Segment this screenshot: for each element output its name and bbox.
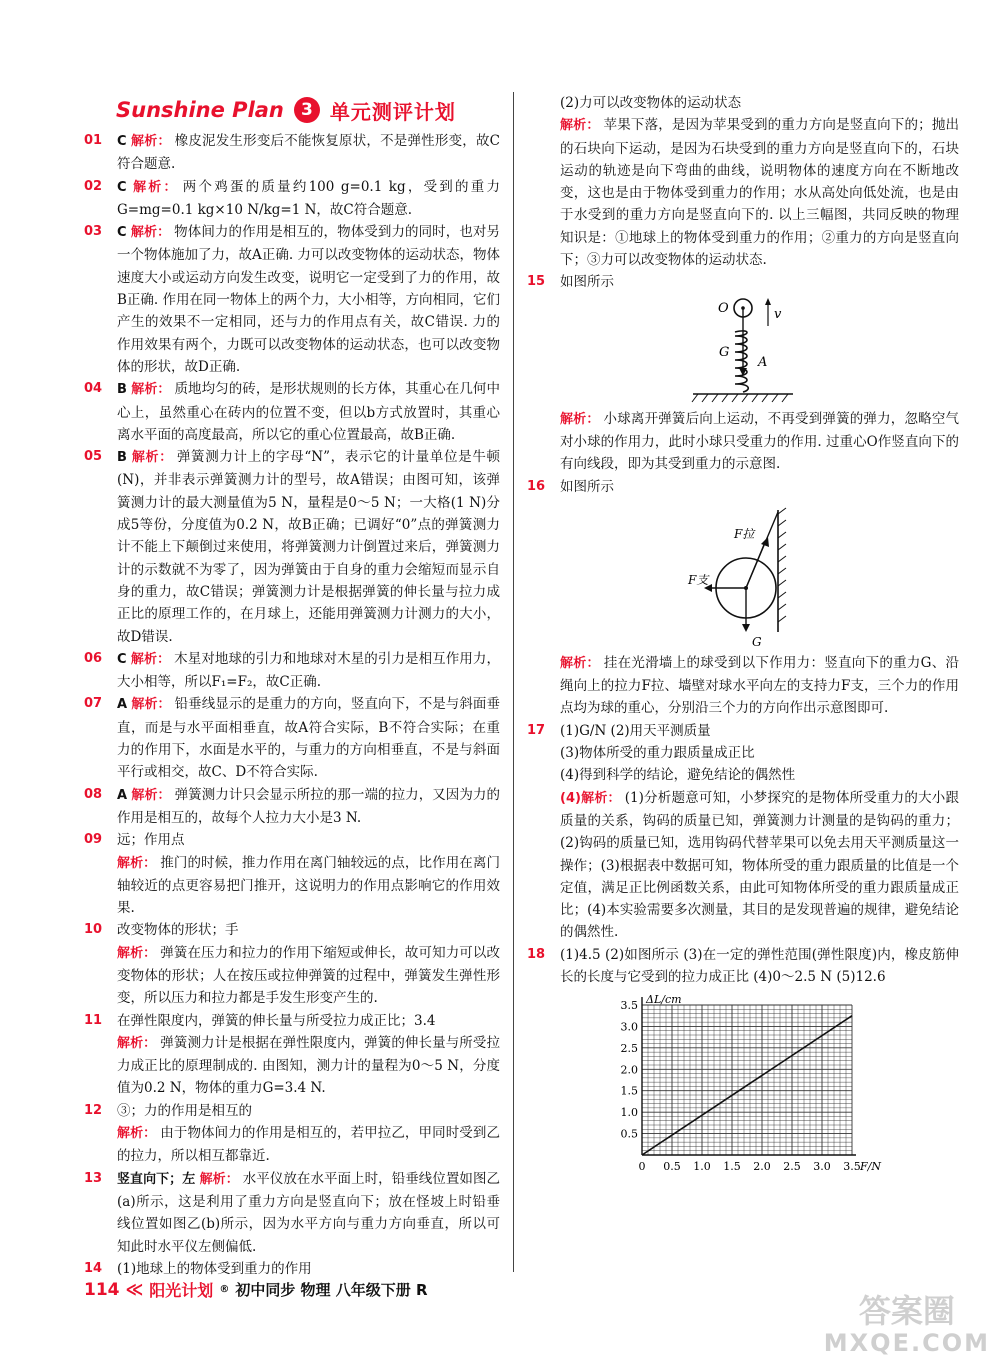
watermark — [824, 1293, 990, 1357]
registered-mark: ® — [219, 1284, 230, 1295]
spring-ball-figure — [527, 296, 959, 406]
x-tick-label: 3.0 — [813, 1160, 831, 1174]
answer-item-10 — [84, 919, 500, 1009]
answer-line: (3)物体所受的重力跟质量成正比 — [560, 745, 755, 762]
analysis-text: 弹簧测力计是根据在弹性限度内，弹簧的伸长量与所受拉力成正比的原理制成的. 由图知，测力计的量程为0～5 N，分度值为0.2 N，物体的重力G=3.4 N. — [117, 1034, 500, 1097]
item-number: 13 — [84, 1170, 103, 1186]
item-number: 17 — [527, 722, 546, 738]
answer-line: (2)力可以改变物体的运动状态 — [560, 95, 742, 111]
analysis-text: 推门的时候，推力作用在离门轴较远的点，比作用在离门轴较近的点更容易把门推开，这说明力的作用点影响它的作用效果. — [117, 854, 500, 917]
label-o: O — [718, 300, 729, 316]
answer-item-16 — [527, 476, 959, 720]
x-tick-label: 3.5 — [843, 1160, 861, 1174]
answer-choice: A — [117, 697, 128, 713]
item-number: 03 — [84, 224, 103, 240]
item-number: 11 — [84, 1012, 103, 1028]
answer-item-11 — [84, 1010, 500, 1100]
right-column — [527, 92, 959, 1182]
watermark-top: 答案圈 — [858, 1292, 955, 1330]
unit-number-badge: 3 — [294, 97, 320, 123]
item-number: 16 — [527, 478, 546, 494]
answer-line: ③；力的作用是相互的 — [117, 1102, 252, 1119]
analysis-label: 解析： — [131, 134, 171, 149]
item-number: 06 — [84, 650, 103, 666]
analysis-label: 解析： — [117, 1035, 157, 1051]
answer-item-02 — [84, 176, 500, 222]
answer-line: 改变物体的形状；手 — [117, 922, 239, 939]
analysis-text: (1)分析题意可知，小梦探究的是物体所受重力的大小跟质量的关系，钩码的质量已知，弹簧测力计测量的是钩码的重力；(2)钩码的质量已知，选用钩码代替苹果可以免去用天平测质量这一操作；(3)根据表中数据可知，物体所受的重力跟质量的比值是一个定值，满足正比例函数关系，由此可知物体所受的重力跟质量成正比；(4)本实验需要多次测量，其目的是发现普遍的规律，避免结论的偶然性. — [560, 789, 959, 941]
x-tick-label: 0.5 — [663, 1160, 681, 1174]
analysis-text: 水平仪放在水平面上时，铅垂线位置如图乙(a)所示，这是利用了重力方向是竖直向下；放在怪坡上时铅垂线位置如图乙(b)所示，因为水平方向与重力方向垂直，所以可知此时水平仪左侧偏低. — [117, 1170, 501, 1255]
analysis-label: 解析： — [130, 225, 171, 241]
item-number: 08 — [84, 786, 103, 802]
column-divider — [513, 92, 514, 1272]
x-tick-label: 2.0 — [753, 1160, 771, 1174]
answer-line: 远；作用点 — [117, 832, 185, 849]
answer-line: (1)G/N (2)用天平测质量 — [560, 722, 711, 739]
answer-line: 如图所示 — [560, 478, 614, 495]
watermark-bottom: MXQE.COM — [823, 1329, 990, 1357]
answer-choice: B — [117, 450, 127, 466]
item-number: 12 — [84, 1102, 103, 1118]
x-tick-label: 2.5 — [783, 1160, 801, 1174]
analysis-label: 解析： — [560, 411, 600, 427]
extension-force-chart — [527, 990, 959, 1180]
x-tick-label: 1.0 — [693, 1160, 711, 1174]
label-g: G — [719, 344, 730, 360]
left-column — [84, 130, 500, 1280]
item-number: 04 — [84, 381, 103, 397]
analysis-text: 弹簧在压力和拉力的作用下缩短或伸长，故可知力可以改变物体的形状；人在按压或拉伸弹簧的过程中，弹簧发生弹性形变，所以压力和拉力都是手发生形变产生的. — [117, 944, 500, 1007]
label-v: v — [774, 306, 782, 322]
analysis-label: 解析： — [117, 855, 157, 871]
label-f-pull: F拉 — [734, 526, 755, 541]
analysis-text: 物体间力的作用是相互的，物体受到力的同时，也对另一个物体施加了力，故A正确. 力可以改变物体的运动状态，物体速度大小或运动方向发生改变，说明它一定受到了力的作用，故B正确. 作用在同一物体上的两个力，大小相等，方向相同，它们产生的效果不一定相同，还与力的作用点有关，故C错误. 力的作用效果有两个，力既可以改变物体的运动状态，也可以改变物体的形状，故D正确. — [117, 224, 501, 375]
analysis-label: 解析： — [131, 450, 173, 466]
answer-line: 如图所示 — [560, 274, 614, 291]
answer-choice: C — [117, 651, 127, 667]
answer-line: 在弹性限度内，弹簧的伸长量与所受拉力成正比；3.4 — [117, 1012, 436, 1029]
item-number: 15 — [527, 274, 546, 290]
analysis-label: 解析： — [199, 1171, 239, 1187]
wall-ball-figure — [527, 500, 959, 650]
analysis-text: 小球离开弹簧后向上运动，不再受到弹簧的弹力，忽略空气对小球的作用力，此时小球只受重力的作用. 过重心O作竖直向下的有向线段，即为其受到重力的示意图. — [560, 410, 959, 473]
chart-svg — [608, 990, 881, 1180]
series-line — [642, 1016, 852, 1155]
item-number: 01 — [84, 133, 103, 148]
answer-choice: 竖直向下；左 — [117, 1171, 196, 1187]
analysis-label: 解析： — [133, 179, 179, 195]
answer-item-09 — [84, 829, 500, 919]
answer-item-15 — [527, 271, 959, 475]
y-tick-label: 1.5 — [620, 1085, 638, 1099]
answer-item-03 — [84, 221, 500, 378]
item-number: 09 — [84, 832, 103, 848]
answer-item-18 — [527, 944, 959, 1181]
series-name: 阳光计划 — [149, 1281, 214, 1300]
analysis-label: 解析： — [131, 697, 171, 713]
analysis-text: 挂在光滑墙上的球受到以下作用力：竖直向下的重力G、沿绳向上的拉力F拉、墙壁对球水平向左的支持力F支，三个力的作用点均为球的重心，分别沿三个力的方向作出示意图即可. — [560, 654, 959, 717]
x-tick-label: 0 — [638, 1160, 646, 1174]
analysis-label: 解析： — [131, 787, 171, 803]
analysis-text: 木星对地球的引力和地球对木星的引力是相互作用力，大小相等，所以F₁=F₂，故C正确. — [117, 650, 500, 691]
analysis-text: 弹簧测力计上的字母“N”，表示它的计量单位是牛顿(N)，并非表示弹簧测力计的型号，故A错误；由图可知，该弹簧测力计的最大测量值为5 N，量程是0～5 N；一大格(1 N)分成5等份，分度值为0.2 N，故B正确；已调好“0”点的弹簧测力计不能上下颠倒过来使用，将弹簧测力计倒置过来后，弹簧测力计的示数就不为零了，因为弹簧由于自身的重力会缩短而显示自身的重力，故C错误；弹簧测力计是根据弹簧的伸长量与拉力成正比的原理工作的，在月球上，还能用弹簧测力计测力的大小，故D错误. — [117, 449, 500, 645]
x-axis-label: F/N — [860, 1160, 881, 1174]
answer-choice: A — [117, 787, 128, 803]
y-tick-label: 3.0 — [620, 1020, 638, 1034]
page-footer — [84, 1278, 428, 1301]
answer-choice: B — [117, 382, 127, 398]
analysis-text: 苹果下落，是因为苹果受到的重力方向是竖直向下的；抛出的石块向下运动，是因为石块受到的重力方向是竖直向下的，石块运动的轨迹是向下弯曲的曲线，说明物体的速度方向在不断地改变，这也是由于物体受到重力的作用；水从高处向低处流，也是由于水受到的重力方向是竖直向下的. 以上三幅图，共同反映的物理知识是：①地球上的物体受到重力的作用；②重力的方向是竖直向下；③力可以改变物体的运动状态. — [560, 117, 959, 269]
y-axis-label: ΔL/cm — [646, 993, 682, 1007]
item-number: 18 — [527, 946, 546, 962]
analysis-label: 解析： — [131, 382, 171, 398]
analysis-text: 质地均匀的砖，是形状规则的长方体，其重心在几何中心上，虽然重心在砖内的位置不变，但以b方式放置时，其重心离水平面的高度最高，所以它的重心位置最高，故B正确. — [117, 381, 500, 443]
item-number: 07 — [84, 696, 103, 712]
analysis-text: 由于物体间力的作用是相互的，若甲拉乙，甲同时受到乙的拉力，所以相互都靠近. — [117, 1125, 500, 1165]
item-number: 02 — [84, 178, 103, 194]
y-tick-label: 3.5 — [620, 999, 638, 1013]
item-number: 14 — [84, 1260, 103, 1276]
answer-item-08 — [84, 784, 500, 830]
analysis-text: 弹簧测力计只会显示所拉的那一端的拉力，又因为力的作用是相互的，故每个人拉力大小是3 N. — [117, 786, 500, 826]
y-tick-label: 1.0 — [620, 1106, 638, 1120]
analysis-label: 解析： — [130, 651, 171, 667]
unit-header — [116, 96, 456, 124]
answer-item-07 — [84, 693, 500, 783]
y-tick-label: 2.0 — [620, 1063, 638, 1077]
book-info: 初中同步 物理 八年级下册 R — [235, 1281, 428, 1299]
answer-line: (1)地球上的物体受到重力的作用 — [117, 1260, 312, 1277]
answer-text: (1)4.5 (2)如图所示 (3)在一定的弹性范围(弹性限度)内，橡皮筋伸长的长度与它受到的拉力成正比 (4)0～2.5 N (5)12.6 — [560, 946, 959, 986]
answer-item-01 — [84, 130, 500, 176]
item-number: 10 — [84, 922, 103, 938]
analysis-text: 两个鸡蛋的质量约100 g=0.1 kg，受到的重力G=mg=0.1 kg×10 N/kg=1 N，故C符合题意. — [117, 178, 500, 218]
label-g: G — [752, 634, 762, 649]
y-tick-label: 0.5 — [620, 1127, 638, 1141]
answer-item-12 — [84, 1100, 500, 1168]
analysis-label: 解析： — [560, 118, 600, 134]
label-a: A — [758, 354, 768, 370]
analysis-text: 铅垂线显示的是重力的方向，竖直向下，不是与斜面垂直，而是与水平面相垂直，故A符合实际，B不符合实际；在重力的作用下，水面是水平的，与重力的方向相垂直，不是与斜面平行或相交，故C、D不符合实际. — [117, 696, 500, 781]
answer-choice: C — [117, 179, 127, 195]
answer-item-14 — [84, 1258, 500, 1280]
answer-item-13 — [84, 1168, 500, 1258]
analysis-text: 橡皮泥发生形变后不能恢复原状，不是弹性形变，故C符合题意. — [117, 133, 500, 173]
brand-title: Sunshine Plan — [116, 98, 284, 122]
answer-item-14-cont — [527, 92, 959, 271]
answer-item-04 — [84, 378, 500, 446]
answer-item-05 — [84, 446, 500, 648]
y-tick-label: 2.5 — [620, 1042, 638, 1056]
unit-title: 单元测评计划 — [329, 99, 456, 124]
answer-item-17 — [527, 720, 959, 944]
answer-line: (4)得到科学的结论，避免结论的偶然性 — [560, 767, 796, 784]
answer-item-06 — [84, 648, 500, 694]
chevron-icon: ≪ — [125, 1279, 144, 1300]
answer-choice: C — [117, 225, 127, 241]
page-number: 114 — [84, 1279, 120, 1300]
analysis-label: 解析： — [560, 655, 600, 671]
x-tick-label: 1.5 — [723, 1160, 741, 1174]
analysis-label: 解析： — [117, 945, 157, 961]
label-f-support: F支 — [688, 572, 709, 587]
analysis-label: 解析： — [117, 1126, 157, 1142]
answer-choice: C — [117, 134, 127, 149]
analysis-label: (4)解析： — [560, 790, 621, 806]
item-number: 05 — [84, 449, 103, 465]
